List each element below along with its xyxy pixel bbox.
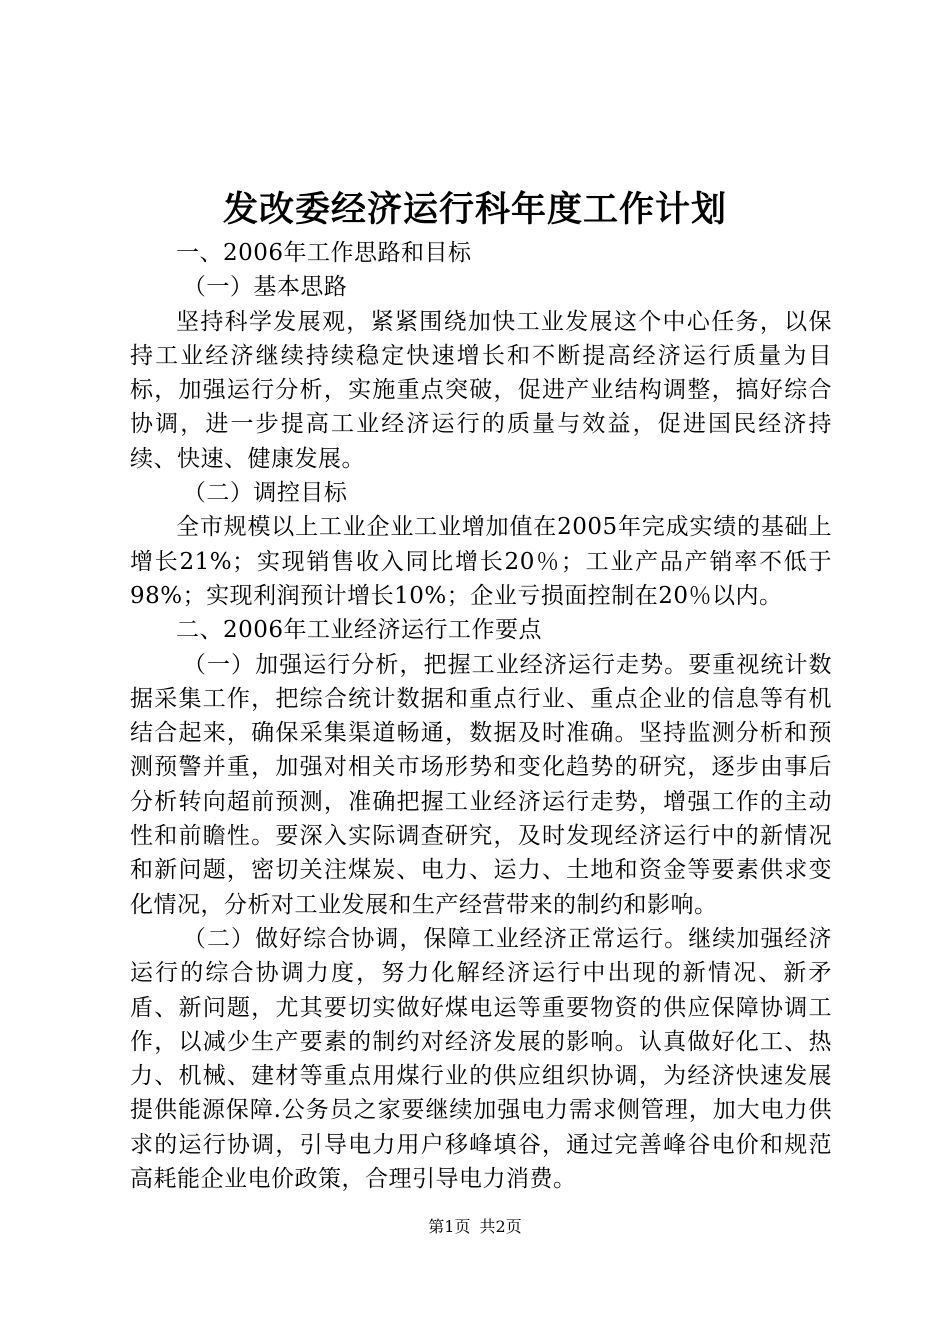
paragraph-coordination: （二）做好综合协调，保障工业经济正常运行。继续加强经济运行的综合协调力度，努力化解经济运行中出现的新情况、新矛盾、新问题，尤其要切实做好煤电运等重要物资的供应保障协调工作，以减少生产要素的制约对经济发展的影响。认真做好化工、热力、机械、建材等重点用煤行业的供应组织协调，为经济快速发展提供能源保障.公务员之家要继续加强电力需求侧管理，加大电力供求的运行协调，引导电力用户移峰填谷，通过完善峰谷电价和规范高耗能企业电价政策，合理引导电力消费。 bbox=[130, 925, 832, 1193]
section-heading-2: 二、2006年工业经济运行工作要点 bbox=[176, 617, 543, 644]
subsection-heading-basic-idea: （一）基本思路 bbox=[182, 274, 348, 301]
page-footer bbox=[0, 1216, 950, 1238]
paragraph-basic-idea: 坚持科学发展观，紧紧围绕加快工业发展这个中心任务，以保持工业经济继续持续稳定快速增长和不断提高经济运行质量为目标，加强运行分析，实施重点突破，促进产业结构调整，搞好综合协调，进一步提高工业经济运行的质量与效益，促进国民经济持续、快速、健康发展。 bbox=[130, 308, 832, 472]
section-heading-1: 一、2006年工作思路和目标 bbox=[176, 240, 472, 266]
page-number-total: 共2页 bbox=[479, 1217, 522, 1236]
document-body bbox=[130, 236, 832, 1196]
paragraph-analysis: （一）加强运行分析，把握工业经济运行走势。要重视统计数据采集工作，把综合统计数据和重点行业、重点企业的信息等有机结合起来，确保采集渠道畅通，数据及时准确。坚持监测分析和预测预警并重，加强对相关市场形势和变化趋势的研究，逐步由事后分析转向超前预测，准确把握工业经济运行走势，增强工作的主动性和前瞻性。要深入实际调查研究，及时发现经济运行中的新情况和新问题，密切关注煤炭、电力、运力、土地和资金等要素供求变化情况，分析对工业发展和生产经营带来的制约和影响。 bbox=[130, 651, 832, 918]
page-number-current: 第1页 bbox=[428, 1217, 471, 1236]
subsection-heading-targets: （二）调控目标 bbox=[182, 480, 348, 507]
document-title: 发改委经济运行科年度工作计划 bbox=[222, 189, 727, 230]
paragraph-targets: 全市规模以上工业企业工业增加值在2005年完成实绩的基础上增长21%；实现销售收入同比增长20％；工业产品产销率不低于98%；实现利润预计增长10%；企业亏损面控制在20％以内。 bbox=[130, 514, 832, 609]
